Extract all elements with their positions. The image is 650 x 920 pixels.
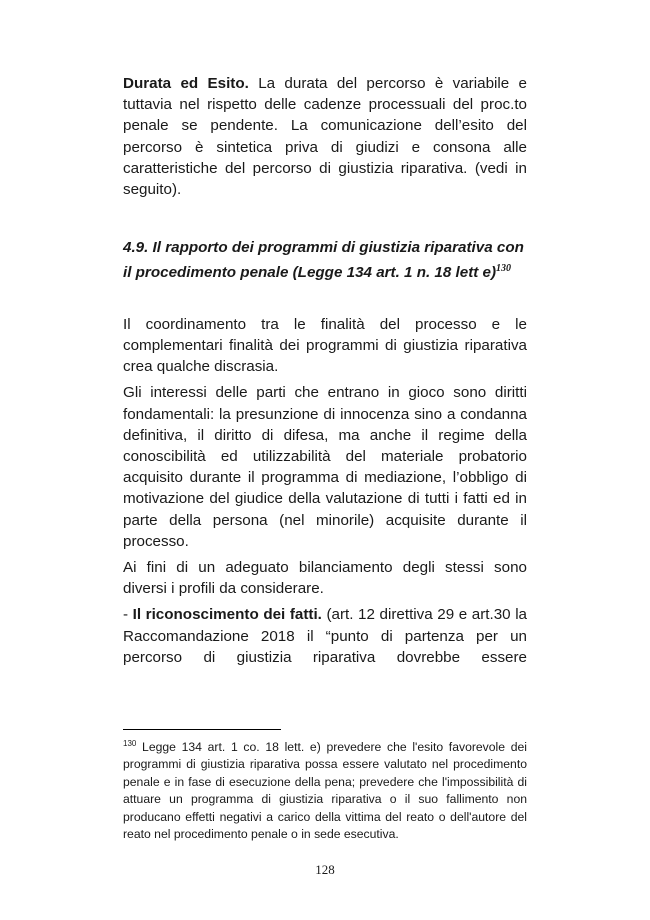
paragraph-durata-esito [123, 73, 527, 200]
footnote-reference[interactable]: 130 [496, 263, 512, 275]
section-heading-text: 4.9. Il rapporto dei programmi di giustizia riparativa con il procedimento penale (Legge 134 art. 1 n. 18 lett e) [123, 239, 524, 282]
paragraph-lead-bold: Durata ed Esito. [123, 75, 249, 92]
footnote-number: 130 [123, 739, 137, 748]
bullet-dash: - [123, 606, 133, 624]
page-body [123, 73, 527, 668]
paragraph-text: (art. 12 direttiva 29 e art.30 la Raccomandazione 2018 il “punto di partenza per un percorso di giustizia riparativa dovrebbe essere [123, 606, 528, 666]
paragraph-riconoscimento [123, 604, 527, 668]
footnote-separator [123, 729, 281, 730]
footnote [123, 735, 527, 844]
paragraph-bilanciamento: Ai fini di un adeguato bilanciamento degli stessi sono diversi i profili da considerare. [123, 558, 527, 598]
paragraph-lead-bold: Il riconoscimento dei fatti. [132, 606, 322, 624]
paragraph-interessi: Gli interessi delle parti che entrano in gioco sono diritti fondamentali: la presunzione di innocenza sino a condanna definitiva, il diritto di difesa, ma anche il regime della conoscibilità ed utilizzabilità del materiale probatorio acquisito durante il programma di mediazione, l’obbligo di motivazione del giudice della valutazione di tutti i fatti ed in parte della persona (nel minorile) acquisite durante il processo. [123, 384, 527, 550]
paragraph-coordinamento: Il coordinamento tra le finalità del processo e le complementari finalità dei programmi di giustizia riparativa crea qualche discrasia. [123, 315, 527, 376]
footnote-text: Legge 134 art. 1 co. 18 lett. e) prevedere che l'esito favorevole dei programmi di giustizia riparativa possa essere valutato nel procedimento penale e in fase di esecuzione della pena; prevedere che l'impossibilità di attuare un programma di giustizia riparativa o il suo fallimento non producano effetti negativi a carico della vittima del reato o dell'autore del reato nel procedimento penale o in sede esecutiva. [123, 740, 527, 842]
section-heading [123, 237, 527, 283]
page-number: 128 [315, 862, 335, 877]
paragraph-text: La durata del percorso è variabile e tuttavia nel rispetto delle cadenze processuali del proc.to penale se pendente. La comunicazione dell’esito del percorso è sintetica priva di giudizi e consona alle caratteristiche del percorso di giustizia riparativa. (vedi in seguito). [123, 75, 527, 199]
